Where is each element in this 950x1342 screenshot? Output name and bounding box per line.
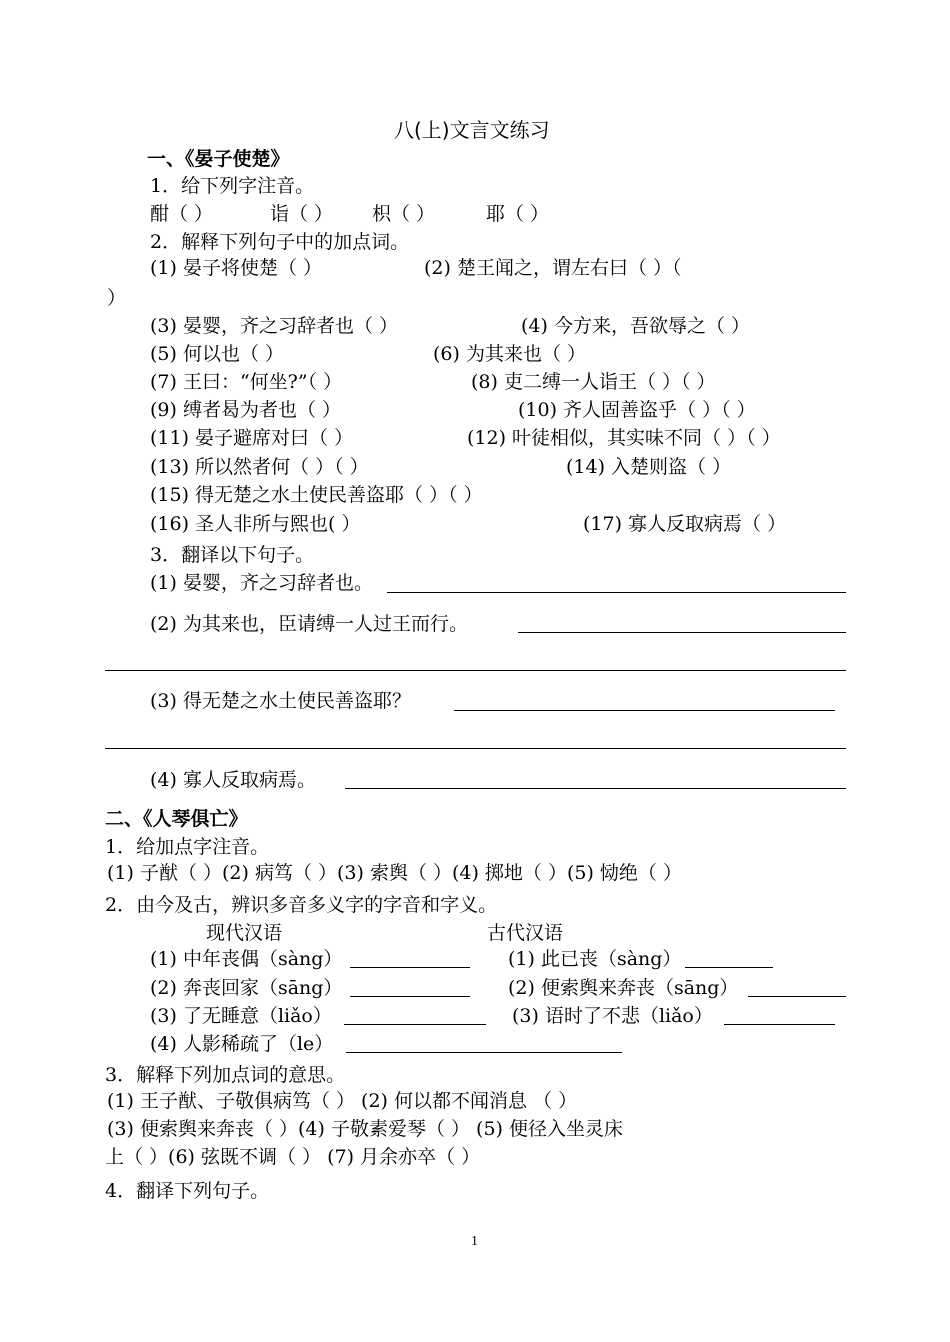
s1-line-16b: (17) 寡人反取病焉（ ） <box>583 513 787 535</box>
s1-line-1a: (1) 晏子将使楚（ ） <box>150 257 322 279</box>
s1-line-13a: (13) 所以然者何（ ）（ ） <box>150 456 369 478</box>
s1-line-1c: ） <box>107 287 127 309</box>
s1-line-16a: (16) 圣人非所与熙也( ） <box>150 513 361 535</box>
s1-q1-item-2: 诣（ ） <box>270 203 334 225</box>
s1-translate-4: (4) 寡人反取病焉。 <box>150 769 316 791</box>
s1-translate-1: (1) 晏婴，齐之习辞者也。 <box>150 572 373 594</box>
s2-explain-3: 上（ ）(6) 弦既不调（ ） (7) 月余亦卒（ ） <box>105 1146 481 1168</box>
s1-q1-item-1: 酣（ ） <box>150 203 214 225</box>
answer-line <box>350 967 470 968</box>
s1-line-7b: (8) 吏二缚一人诣王（ ）（ ） <box>471 371 716 393</box>
s2-modern-4: (4) 人影稀疏了（le） <box>150 1033 334 1055</box>
s1-line-1b: (2) 楚王闻之，谓左右曰（ ）（ <box>424 257 682 279</box>
s2-q4: 4．翻译下列句子。 <box>105 1180 270 1202</box>
s2-modern-2: (2) 奔丧回家（sāng） <box>150 977 343 999</box>
s1-line-7a: (7) 王曰：“何坐?”（ ） <box>150 371 343 393</box>
s1-line-9b: (10) 齐人固善盗乎（ ）（ ） <box>518 399 756 421</box>
answer-line <box>105 670 846 671</box>
answer-line <box>387 592 846 593</box>
page-number: 1 <box>471 1234 478 1249</box>
s1-line-15: (15) 得无楚之水土使民善盗耶（ ）（ ） <box>150 484 483 506</box>
answer-line <box>350 996 470 997</box>
s1-line-13b: (14) 入楚则盗（ ） <box>566 456 732 478</box>
answer-line <box>685 967 773 968</box>
answer-line <box>518 632 846 633</box>
s1-line-3a: (3) 晏婴，齐之习辞者也（ ） <box>150 315 398 337</box>
answer-line <box>454 710 835 711</box>
s2-ancient-2: (2) 便索舆来奔丧（sāng） <box>508 977 739 999</box>
col-modern-label: 现代汉语 <box>206 922 283 944</box>
s1-q1-item-4: 耶（ ） <box>486 203 550 225</box>
s2-ancient-3: (3) 语时了不悲（liǎo） <box>512 1005 713 1027</box>
s2-q2: 2．由今及古，辨识多音多义字的字音和字义。 <box>105 894 498 916</box>
s1-line-5a: (5) 何以也（ ） <box>150 343 284 365</box>
s2-explain-1: (1) 王子猷、子敬俱病笃（ ） (2) 何以都不闻消息 （ ） <box>107 1090 578 1112</box>
s1-line-9a: (9) 缚者曷为者也（ ） <box>150 399 341 421</box>
answer-line <box>345 788 846 789</box>
answer-line <box>724 1024 835 1025</box>
section1-heading: 一、《晏子使楚》 <box>147 148 290 170</box>
s2-explain-2: (3) 便索舆来奔丧（ ）(4) 子敬素爱琴（ ） (5) 便径入坐灵床 <box>107 1118 623 1140</box>
s1-line-5b: (6) 为其来也（ ） <box>433 343 586 365</box>
answer-line <box>105 748 846 749</box>
s2-modern-1: (1) 中年丧偶（sàng） <box>150 948 343 970</box>
s1-line-11a: (11) 晏子避席对曰（ ） <box>150 427 354 449</box>
s1-line-11b: (12) 叶徒相似，其实味不同（ ）（ ） <box>467 427 781 449</box>
s1-line-3b: (4) 今方来，吾欲辱之（ ） <box>521 315 750 337</box>
col-ancient-label: 古代汉语 <box>487 922 564 944</box>
s2-ancient-1: (1) 此已丧（sàng） <box>508 948 682 970</box>
s1-translate-3: (3) 得无楚之水土使民善盗耶？ <box>150 690 411 712</box>
s1-q2: 2．解释下列句子中的加点词。 <box>150 231 410 253</box>
answer-line <box>748 996 846 997</box>
s1-q1-item-3: 枳（ ） <box>372 203 436 225</box>
answer-line <box>346 1052 622 1053</box>
section2-heading: 二、《人琴俱亡》 <box>105 808 248 830</box>
s2-q1: 1．给加点字注音。 <box>105 836 270 858</box>
s2-q1-line: (1) 子猷（ ）(2) 病笃（ ）(3) 索舆（ ）(4) 掷地（ ）(5) 恸绝（ ） <box>107 862 682 884</box>
s1-translate-2: (2) 为其来也，臣请缚一人过王而行。 <box>150 613 468 635</box>
page-title: 八(上)文言文练习 <box>394 118 550 142</box>
answer-line <box>344 1024 486 1025</box>
s1-q3: 3．翻译以下句子。 <box>150 544 315 566</box>
s1-q1: 1．给下列字注音。 <box>150 175 315 197</box>
s2-q3: 3．解释下列加点词的意思。 <box>105 1064 346 1086</box>
s2-modern-3: (3) 了无睡意（liǎo） <box>150 1005 332 1027</box>
